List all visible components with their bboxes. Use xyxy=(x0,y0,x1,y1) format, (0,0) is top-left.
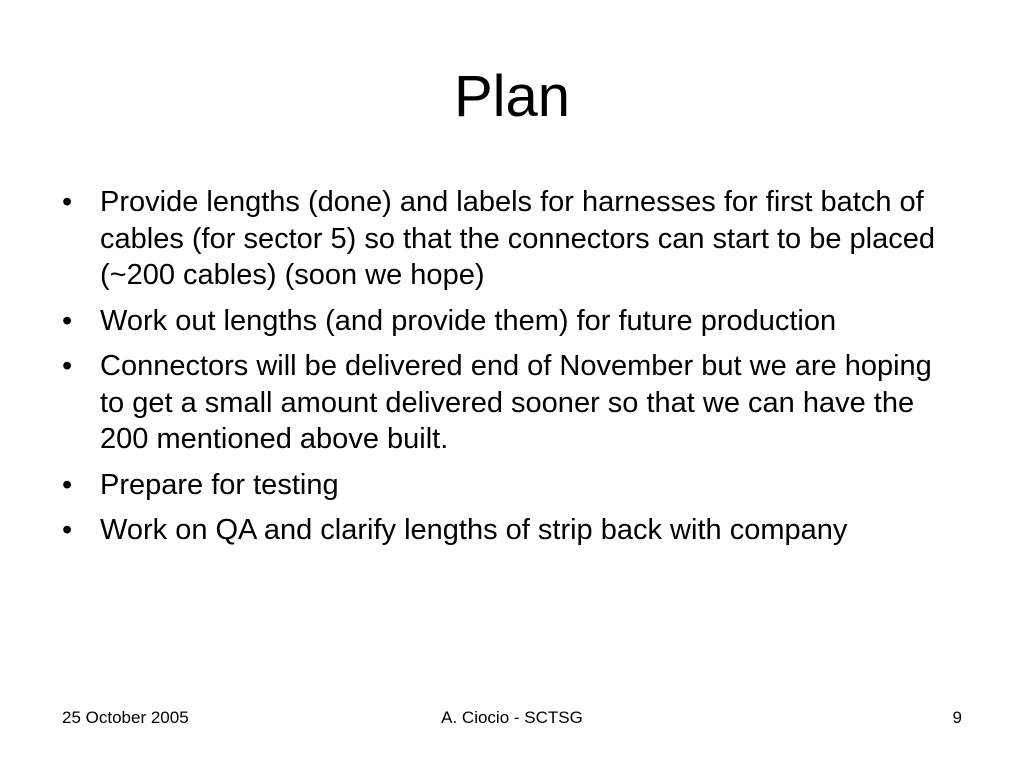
bullet-text: Prepare for testing xyxy=(100,468,339,501)
bullet-text: Provide lengths (done) and labels for harnesses for first batch of cables (for sector 5) so that the connectors can start to be placed (~200 cables) (soon we hope) xyxy=(100,186,935,291)
footer-date: 25 October 2005 xyxy=(62,708,189,727)
bullet-item xyxy=(62,467,962,504)
bullet-item xyxy=(62,348,962,458)
bullet-item xyxy=(62,512,962,549)
bullet-item xyxy=(62,303,962,340)
bullet-icon: • xyxy=(62,186,73,218)
bullet-icon: • xyxy=(62,514,73,546)
bullet-text: Work on QA and clarify lengths of strip back with company xyxy=(100,514,848,546)
bullet-text: Work out lengths (and provide them) for future production xyxy=(100,304,837,337)
footer-author: A. Ciocio - SCTSG xyxy=(441,708,583,727)
footer-page-number: 9 xyxy=(952,708,962,727)
bullet-item xyxy=(62,184,962,294)
bullet-text: Connectors will be delivered end of November but we are hoping to get a small amount delivered sooner so that we can have the 200 mentioned above built. xyxy=(100,350,932,455)
bullet-icon: • xyxy=(62,304,73,337)
bullet-icon: • xyxy=(62,350,73,382)
bullet-icon: • xyxy=(62,468,73,501)
slide-title: Plan xyxy=(453,64,571,129)
bullet-list xyxy=(62,184,962,558)
